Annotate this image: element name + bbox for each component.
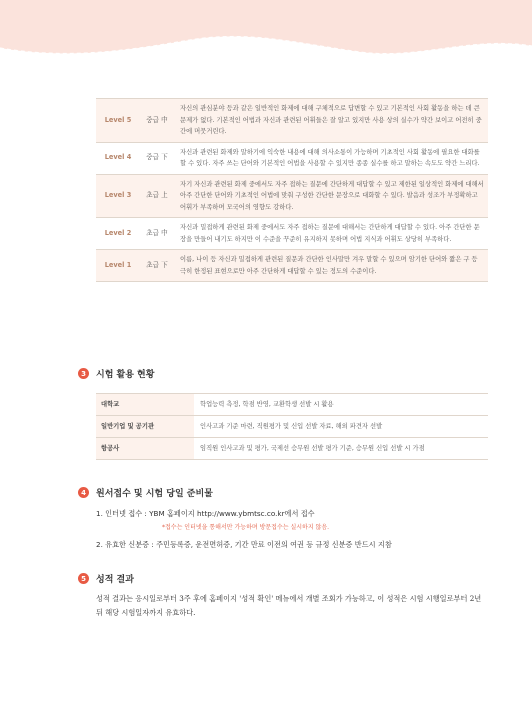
- level-label: Level 3: [104, 191, 132, 199]
- prep-item-id: 2. 유효한 신분증 : 주민등록증, 운전면허증, 기간 만료 이전의 여권 등 규정 신분증 반드시 지참: [96, 540, 392, 549]
- level-grade: 중급 中: [146, 115, 168, 124]
- section-number-badge: 3: [78, 368, 89, 379]
- prep-item-online: 1. 인터넷 접수 : YBM 홈페이지 http://www.ybmtsc.co.kr에서 접수: [96, 509, 315, 518]
- table-row: [96, 99, 488, 143]
- section-prep-heading: [78, 486, 213, 499]
- table-row: [96, 416, 488, 438]
- section-title: 시험 활용 현황: [96, 370, 155, 380]
- table-row: [96, 438, 488, 460]
- level-table: [96, 98, 488, 282]
- table-row: [96, 250, 488, 282]
- level-label: Level 4: [104, 153, 132, 162]
- usage-key: 대학교: [96, 394, 194, 416]
- usage-value: 인사고과 기준 마련, 직원평가 및 신입 선발 자료, 해외 파견자 선발: [200, 423, 383, 430]
- level-description: 자신의 관심분야 등과 같은 일반적인 화제에 대해 구체적으로 답변할 수 있고 기본적인 사회 활동을 하는 데 큰 문제가 없다. 기본적인 어법과 자신과 관련된 어휘들은 잘 알고 있지만 사용 상의 실수가 약간 보이고 어전히 중간에 머뭇거린다.: [180, 105, 482, 135]
- section-result-heading: [78, 572, 134, 585]
- section-usage-heading: [78, 367, 154, 380]
- table-row: [96, 394, 488, 416]
- table-row: [96, 142, 488, 174]
- level-grade: 초급 中: [146, 228, 168, 237]
- table-row: [96, 174, 488, 218]
- usage-key: 항공사: [96, 438, 194, 460]
- table-row: [96, 218, 488, 250]
- level-description: 이름, 나이 등 자신과 밀접하게 관련된 질문과 간단한 인사말만 겨우 말할 수 있으며 암기한 단어와 짧은 구 등 극히 한정된 표현으로만 아주 간단하게 대답할 수 있는 정도의 수준이다.: [180, 256, 478, 275]
- level-grade: 초급 上: [146, 191, 168, 199]
- level-label: Level 1: [104, 260, 132, 269]
- usage-table: [96, 393, 488, 460]
- section-title: 성적 결과: [96, 575, 134, 585]
- level-grade: 중급 下: [146, 153, 168, 162]
- section-title: 원서접수 및 시험 당일 준비물: [96, 489, 213, 499]
- level-description: 자신과 관련된 화제와 말하기에 익숙한 내용에 대해 의사소통이 가능하며 기초적인 사회 활동에 필요한 대화를 할 수 있다. 자주 쓰는 단어와 기본적인 어법을 사용할 수 있지만 종종 실수를 하고 말하는 속도도 약간 느리다.: [180, 148, 480, 167]
- section-number-badge: 4: [78, 487, 89, 498]
- usage-key: 일반기업 및 공기관: [96, 416, 194, 438]
- usage-value: 임직원 인사고과 및 평가, 국제선 승무원 선발 평가 기준, 승무원 신입 선발 시 가점: [200, 445, 425, 452]
- level-description: 자기 자신과 관련된 화제 중에서도 자주 접하는 질문에 간단하게 대답할 수 있고 제한된 일상적인 화제에 대해서 아주 간단한 단어와 기초적인 어법에 맞춰 구성한 간단한 문장으로 대화할 수 있다. 발음과 성조가 부정확하고 어휘가 부족하며 모국어의 영향도 강하다.: [180, 180, 484, 211]
- section-number-badge: 5: [78, 573, 89, 584]
- header-decoration: [0, 0, 532, 62]
- level-label: Level 2: [104, 228, 132, 237]
- result-paragraph: 성적 결과는 응시일로부터 3주 후에 홈페이지 '성적 확인' 메뉴에서 개별 조회가 가능하고, 이 성적은 시험 시행일로부터 2년 뒤 해당 시험일자까지 유효하다.: [96, 594, 482, 617]
- level-grade: 초급 下: [146, 260, 168, 269]
- usage-value: 학업능력 측정, 학점 반영, 교환학생 선발 시 활용: [200, 401, 334, 408]
- level-description: 자신과 밀접하게 관련된 화제 중에서도 자주 접하는 질문에 대해서는 간단하게 대답할 수 있다. 아주 간단한 문장을 만들어 내기도 하지만 이 수준을 꾸준히 유지하지 못하며 어법 지식과 어휘도 상당히 부족하다.: [180, 224, 480, 243]
- prep-note: *접수는 인터넷을 통해서만 가능하며 방문접수는 실시하지 않음.: [162, 524, 330, 531]
- level-label: Level 5: [104, 115, 132, 124]
